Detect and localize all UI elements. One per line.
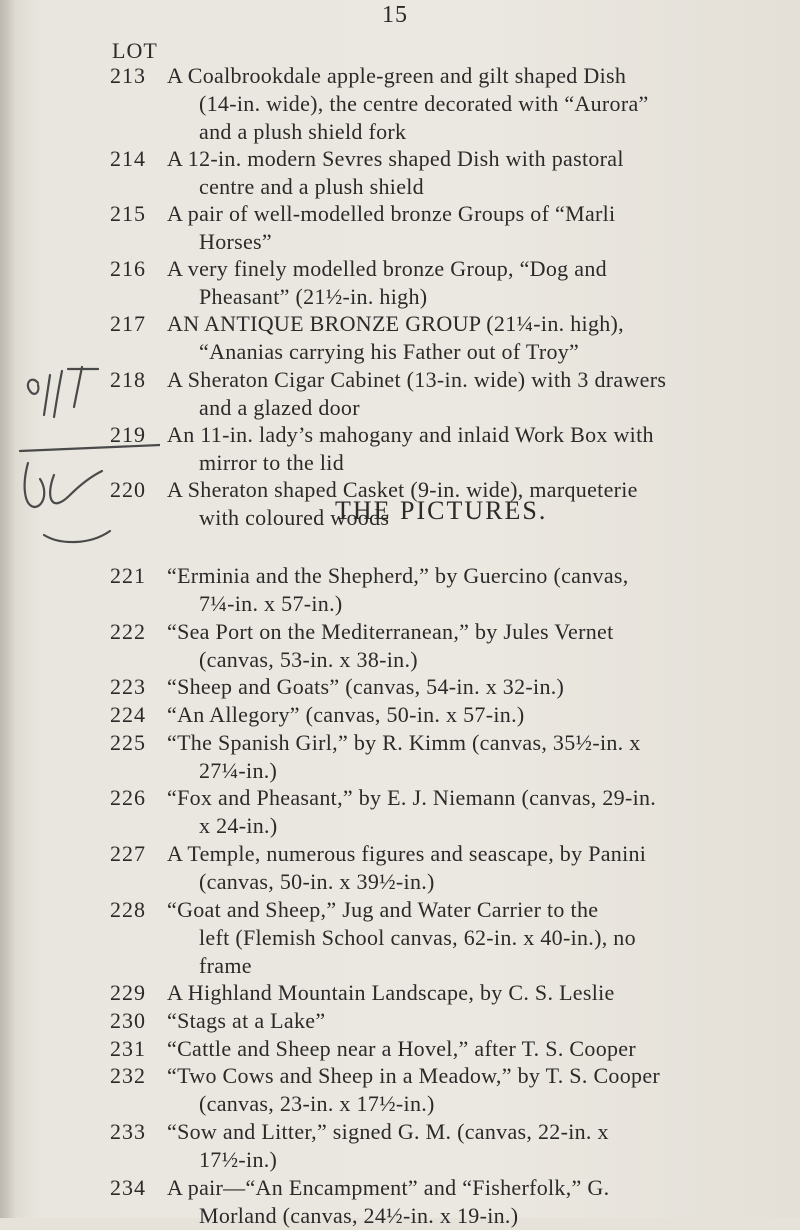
lot-description-line: (canvas, 50-in. x 39½-in.)	[199, 869, 435, 894]
lot-description	[167, 701, 787, 729]
lot-description-line: “Sow and Litter,” signed G. M. (canvas, 22-in. x	[167, 1119, 609, 1144]
lot-description-line: 17½-in.)	[199, 1147, 278, 1172]
lot-description	[167, 145, 787, 201]
lot-description-line: A pair—“An Encampment” and “Fisherfolk,” G.	[167, 1174, 610, 1200]
lot-description-line: A Sheraton shaped Casket (9-in. wide), marqueterie	[167, 477, 638, 502]
lot-description-line: AN ANTIQUE BRONZE GROUP (21¼-in. high),	[167, 311, 624, 337]
lot-description-line: left (Flemish School canvas, 62-in. x 40-in.), no	[199, 924, 636, 950]
lot-number: 224	[110, 702, 146, 727]
lot-description-line: A 12-in. modern Sevres shaped Dish with pastoral	[167, 145, 624, 171]
lot-number: 217	[110, 311, 146, 337]
lot-description-line: “Fox and Pheasant,” by E. J. Niemann (canvas, 29-in.	[167, 785, 657, 811]
lot-number: 219	[110, 421, 146, 447]
lot-number: 227	[110, 841, 146, 866]
lot-number: 225	[110, 729, 146, 755]
lot-description	[167, 1118, 787, 1174]
lot-number: 230	[110, 1007, 146, 1033]
lot-number: 213	[110, 63, 146, 88]
lot-description-line: A Coalbrookdale apple-green and gilt shaped Dish	[167, 63, 627, 88]
lot-description-line: “Sea Port on the Mediterranean,” by Jules Vernet	[167, 618, 614, 644]
lot-number: 223	[110, 674, 146, 700]
lot-number: 229	[110, 980, 146, 1005]
lot-number: 214	[110, 145, 146, 171]
lot-description-line: 7¼-in. x 57-in.)	[199, 591, 343, 616]
lot-number: 221	[110, 563, 146, 588]
lot-description-line: centre and a plush shield	[199, 173, 424, 199]
lot-description-line: An 11-in. lady’s mahogany and inlaid Work Box with	[167, 421, 654, 447]
lot-description-line: A Highland Mountain Landscape, by C. S. Leslie	[167, 980, 615, 1005]
lot-description	[167, 366, 787, 422]
lot-description-line: with coloured woods	[199, 505, 390, 530]
lot-number: 218	[110, 366, 146, 392]
lot-description	[167, 62, 787, 146]
lot-description	[167, 1007, 787, 1035]
lot-description	[167, 255, 787, 311]
lot-description	[167, 784, 787, 840]
lot-description	[167, 896, 787, 980]
lot-description-line: A Temple, numerous figures and seascape, by Panini	[167, 841, 647, 866]
lot-description-line: (canvas, 23-in. x 17½-in.)	[199, 1091, 435, 1117]
lot-number: 226	[110, 785, 146, 811]
lot-description	[167, 1035, 787, 1063]
lot-description-line: A very finely modelled bronze Group, “Dog and	[167, 256, 607, 282]
lot-description-line: A Sheraton Cigar Cabinet (13-in. wide) with 3 drawers	[167, 366, 667, 392]
gutter-shadow	[0, 0, 16, 1218]
lot-description-line: mirror to the lid	[199, 449, 345, 475]
lot-description-line: Pheasant” (21½-in. high)	[199, 284, 428, 310]
lot-description-line: “Cattle and Sheep near a Hovel,” after T. S. Cooper	[167, 1035, 636, 1061]
lot-description	[167, 979, 787, 1007]
page-number: 15	[382, 2, 408, 28]
lot-description-line: “Sheep and Goats” (canvas, 54-in. x 32-in.)	[167, 674, 565, 700]
lot-description-line: (14-in. wide), the centre decorated with “Aurora”	[199, 91, 649, 116]
lot-description-line: Horses”	[199, 229, 272, 254]
section-heading: THE PICTURES.	[335, 496, 548, 525]
lot-description	[167, 618, 787, 674]
lot-description	[167, 1062, 787, 1118]
lot-number: 234	[110, 1174, 146, 1200]
lot-description-line: “An Allegory” (canvas, 50-in. x 57-in.)	[167, 702, 525, 727]
lot-number: 233	[110, 1119, 146, 1144]
lot-number: 231	[110, 1035, 146, 1061]
lot-description-line: “Goat and Sheep,” Jug and Water Carrier to the	[167, 896, 599, 922]
lot-description-line: x 24-in.)	[199, 813, 278, 839]
lot-description-line: A pair of well-modelled bronze Groups of “Marli	[167, 201, 616, 226]
lot-description-line: and a plush shield fork	[199, 119, 407, 144]
lot-description	[167, 1174, 787, 1230]
lot-description-line: (canvas, 53-in. x 38-in.)	[199, 646, 418, 672]
lot-number: 220	[110, 477, 146, 502]
lot-description-line: Morland (canvas, 24½-in. x 19-in.)	[199, 1202, 519, 1228]
lot-number: 228	[110, 896, 146, 922]
lot-description-line: “Erminia and the Shepherd,” by Guercino (canvas,	[167, 563, 629, 588]
lot-column-header: LOT	[112, 38, 158, 63]
lot-description-line: “The Spanish Girl,” by R. Kimm (canvas, 35½-in. x	[167, 729, 641, 755]
lot-number: 222	[110, 618, 146, 644]
lot-description	[167, 310, 787, 366]
lot-description-line: 27¼-in.)	[199, 757, 278, 783]
lot-description	[167, 200, 787, 256]
lot-number: 215	[110, 201, 146, 226]
lot-description-line: and a glazed door	[199, 394, 360, 420]
lot-number: 232	[110, 1063, 146, 1089]
lot-number: 216	[110, 256, 146, 282]
lot-description	[167, 562, 787, 618]
lot-description-line: frame	[199, 952, 252, 978]
lot-description-line: “Two Cows and Sheep in a Meadow,” by T. S. Cooper	[167, 1063, 661, 1089]
lot-description-line: “Ananias carrying his Father out of Troy”	[199, 339, 580, 365]
lot-description	[167, 729, 787, 785]
lot-description	[167, 840, 787, 896]
lot-description	[167, 421, 787, 477]
lot-description	[167, 673, 787, 701]
lot-description-line: “Stags at a Lake”	[167, 1007, 326, 1033]
